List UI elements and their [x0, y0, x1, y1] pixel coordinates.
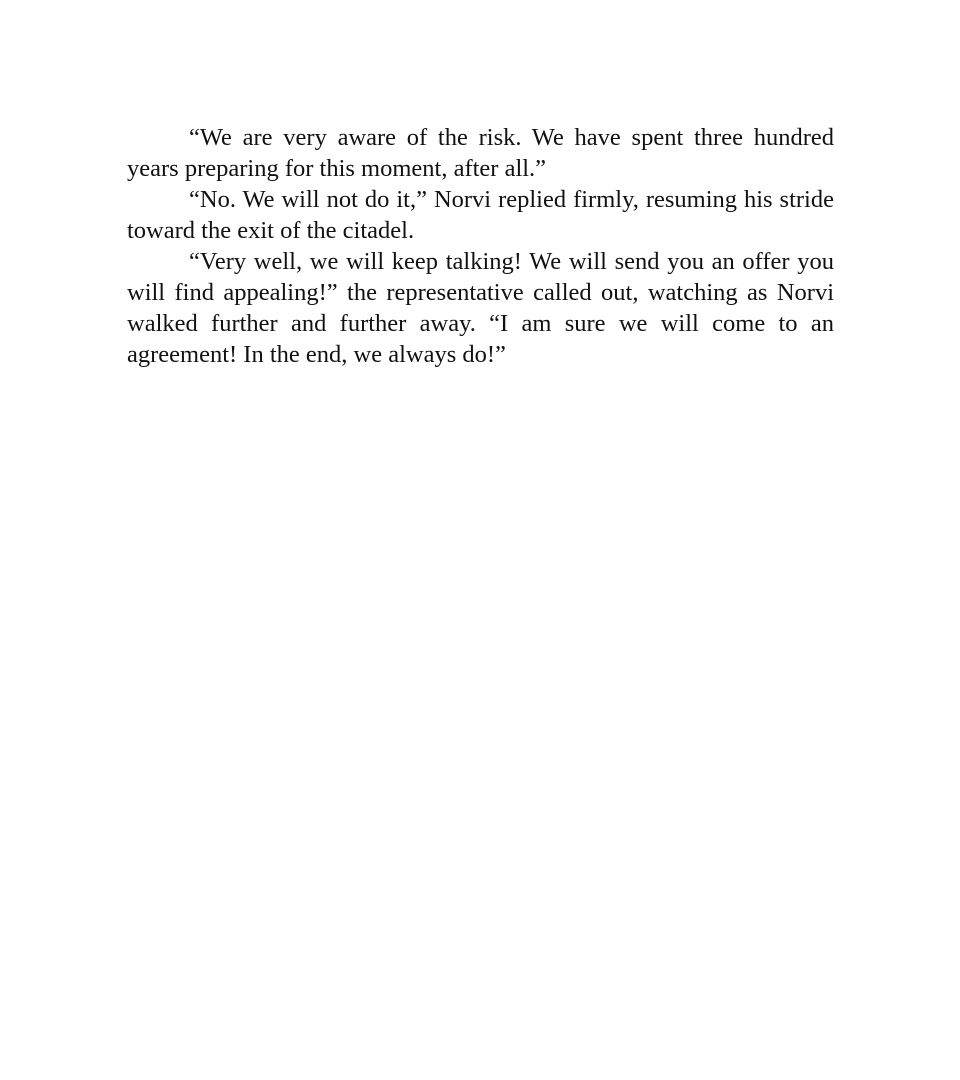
paragraph: “Very well, we will keep talking! We will send you an offer you will find appealing!” the representative called out, watching as Norvi walked further and further away. “I am sure we will come to an agreement! In the end, we always do!”: [127, 248, 834, 368]
paragraph: “We are very aware of the risk. We have spent three hundred years preparing for this moment, after all.”: [127, 124, 834, 182]
paragraph: “No. We will not do it,” Norvi replied firmly, resuming his stride toward the exit of the citadel.: [127, 186, 834, 244]
body-text: [127, 122, 834, 370]
